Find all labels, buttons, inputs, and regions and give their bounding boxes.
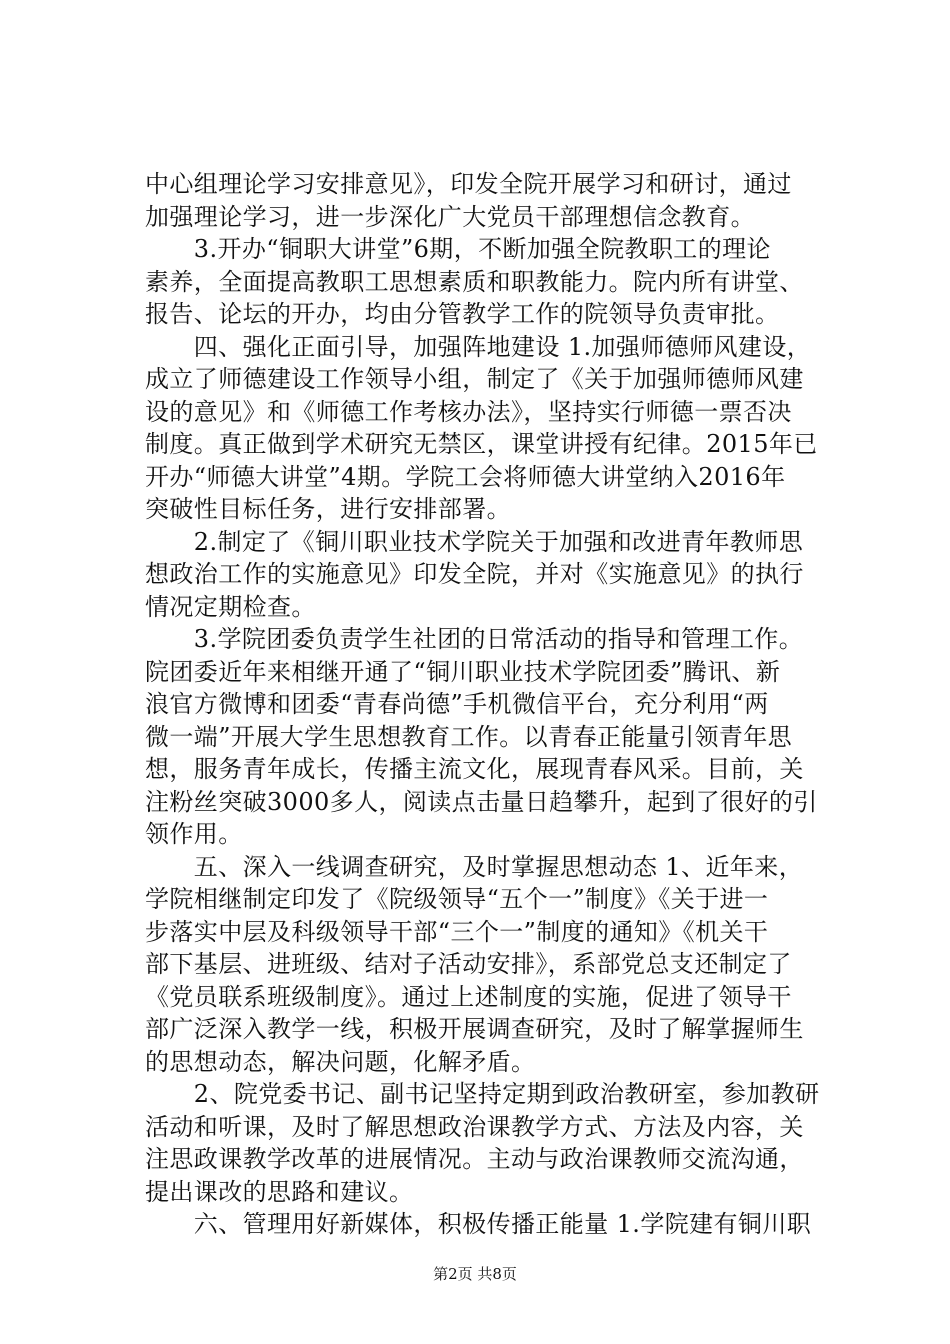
text-line: 步落实中层及科级领导干部“三个一”制度的通知》《机关干 bbox=[145, 917, 769, 946]
text-line: 注思政课教学改革的进展情况。主动与政治课教师交流沟通， bbox=[145, 1145, 804, 1173]
text-line: 浪官方微博和团委“青春尚德”手机微信平台，充分利用“两 bbox=[145, 690, 769, 718]
text-line: 提出课改的思路和建议。 bbox=[145, 1177, 414, 1206]
text-line: 加强理论学习，进一步深化广大党员干部理想信念教育。 bbox=[145, 202, 755, 231]
text-line: 报告、论坛的开办，均由分管教学工作的院领导负责审批。 bbox=[145, 300, 780, 328]
text-line: 院团委近年来相继开通了“铜川职业技术学院团委”腾讯、新 bbox=[145, 657, 781, 686]
text-line: 注粉丝突破3000多人，阅读点击量日趋攀升，起到了很好的引 bbox=[145, 787, 818, 816]
text-line: 《党员联系班级制度》。通过上述制度的实施，促进了领导干 bbox=[145, 982, 792, 1011]
text-line: 情况定期检查。 bbox=[145, 592, 316, 621]
text-line: 设的意见》和《师德工作考核办法》，坚持实行师德一票否决 bbox=[145, 397, 792, 426]
text-line: 开办“师德大讲堂”4期。学院工会将师德大讲堂纳入2016年 bbox=[145, 462, 786, 491]
document-body bbox=[145, 168, 825, 1241]
text-line: 2.制定了《铜川职业技术学院关于加强和改进青年教师思 bbox=[145, 527, 804, 556]
text-line: 微一端”开展大学生思想教育工作。以青春正能量引领青年思 bbox=[145, 722, 793, 751]
text-line: 四、强化正面引导，加强阵地建设 1.加强师德师风建设， bbox=[145, 332, 812, 361]
text-line: 制度。真正做到学术研究无禁区，课堂讲授有纪律。2015年已 bbox=[145, 430, 818, 458]
text-line: 六、管理用好新媒体，积极传播正能量 1.学院建有铜川职 bbox=[145, 1210, 812, 1238]
text-line: 部下基层、进班级、结对子活动安排》，系部党总支还制定了 bbox=[145, 950, 792, 978]
text-line: 想政治工作的实施意见》印发全院，并对《实施意见》的执行 bbox=[145, 560, 804, 588]
text-line: 的思想动态，解决问题，化解矛盾。 bbox=[145, 1047, 536, 1076]
text-line: 活动和听课，及时了解思想政治课教学方式、方法及内容，关 bbox=[145, 1112, 804, 1141]
text-line: 3.开办“铜职大讲堂”6期，不断加强全院教职工的理论 bbox=[145, 235, 771, 263]
text-line: 3.学院团委负责学生社团的日常活动的指导和管理工作。 bbox=[145, 625, 804, 653]
text-line: 想，服务青年成长，传播主流文化，展现青春风采。目前，关 bbox=[145, 755, 804, 783]
text-line: 学院相继制定印发了《院级领导“五个一”制度》《关于进一 bbox=[145, 885, 769, 913]
page-footer: 第2页 共8页 bbox=[433, 1265, 517, 1283]
text-line: 成立了师德建设工作领导小组，制定了《关于加强师德师风建 bbox=[145, 365, 804, 393]
text-line: 领作用。 bbox=[145, 820, 243, 848]
text-line: 素养，全面提高教职工思想素质和职教能力。院内所有讲堂、 bbox=[145, 267, 804, 296]
text-line: 中心组理论学习安排意见》，印发全院开展学习和研讨，通过 bbox=[145, 170, 792, 198]
text-line: 2、院党委书记、副书记坚持定期到政治教研室，参加教研 bbox=[145, 1080, 820, 1108]
text-line: 部广泛深入教学一线，积极开展调查研究，及时了解掌握师生 bbox=[145, 1015, 804, 1043]
text-line: 突破性目标任务，进行安排部署。 bbox=[145, 495, 511, 523]
text-line: 五、深入一线调查研究，及时掌握思想动态 1、近年来， bbox=[145, 852, 804, 881]
